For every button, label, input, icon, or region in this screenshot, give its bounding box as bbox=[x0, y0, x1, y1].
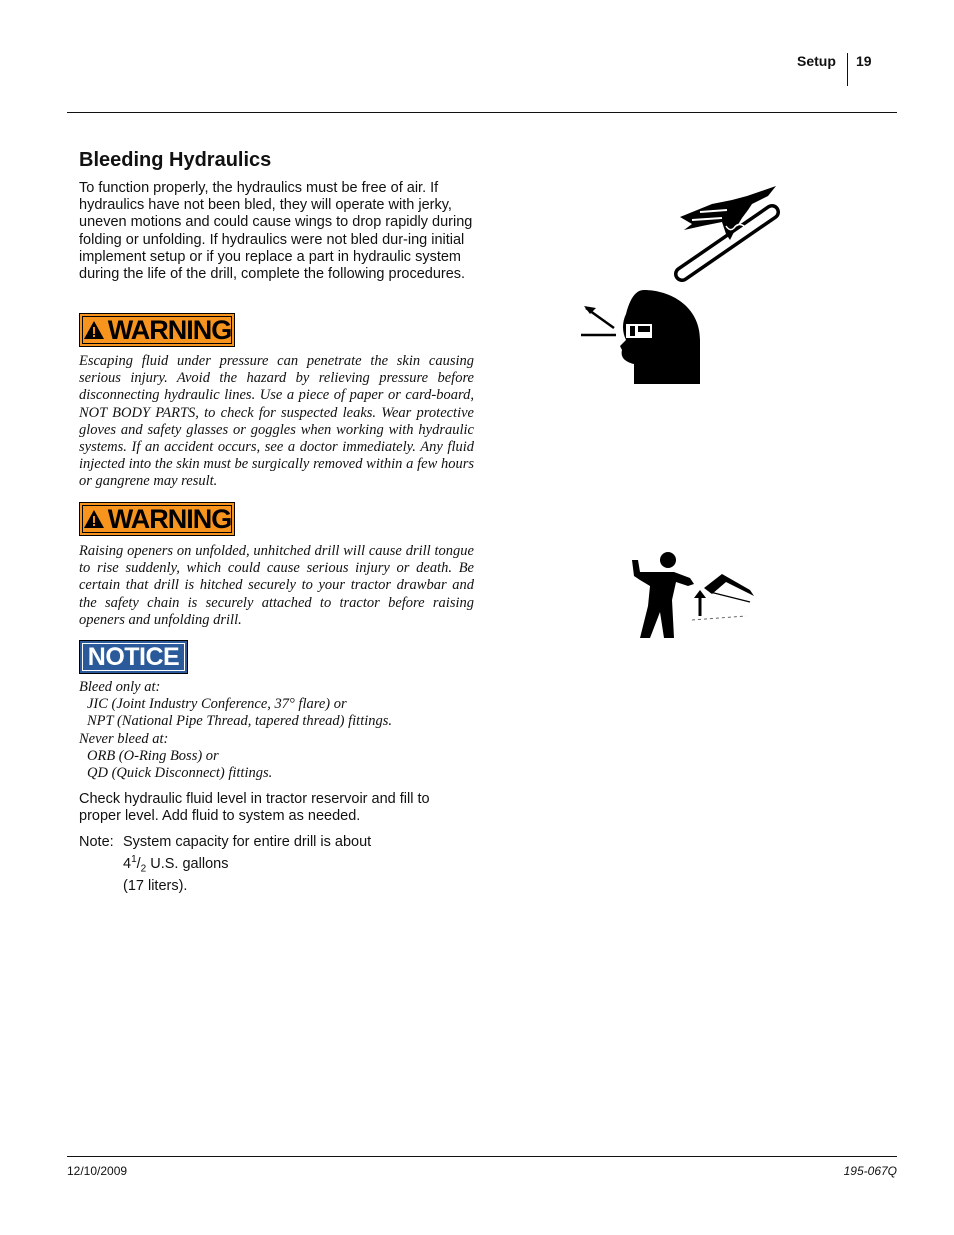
safety-goggles-head-icon bbox=[578, 288, 703, 388]
footer-date: 12/10/2009 bbox=[67, 1164, 128, 1178]
notice-label-text: NOTICE bbox=[87, 642, 180, 671]
notice-line: QD (Quick Disconnect) fittings. bbox=[87, 765, 273, 782]
intro-paragraph: To function properly, the hydraulics must be free of air. If hydraulics have not been bled, they will operate with jerky, uneven motions and could cause wings to drop rapidly during folding or unfolding. If hydraulics were not bled dur-ing initial implement setup or if you replace a part in hydraulic system during the life of the drill, complete the following procedures. bbox=[79, 180, 473, 283]
warning-triangle-icon bbox=[83, 320, 105, 340]
warning-triangle-icon bbox=[83, 509, 105, 529]
footer-document-number: 195-067Q bbox=[843, 1164, 897, 1178]
warning-label bbox=[79, 313, 235, 347]
warning-label bbox=[79, 502, 235, 536]
notice-line: Never bleed at: bbox=[79, 730, 169, 747]
warning-label-text: WARNING bbox=[107, 503, 232, 534]
check-paragraph: Check hydraulic fluid level in tractor reservoir and fill to proper level. Add fluid to system as needed. bbox=[79, 791, 430, 825]
note bbox=[79, 834, 371, 895]
notice-line: JIC (Joint Industry Conference, 37° flare) or bbox=[87, 696, 347, 713]
note-label: Note: bbox=[79, 834, 114, 850]
notice-line: NPT (National Pipe Thread, tapered thread) fittings. bbox=[87, 713, 393, 730]
page-number: 19 bbox=[856, 53, 872, 69]
notice-text bbox=[79, 679, 474, 782]
warning-label-text: WARNING bbox=[107, 314, 232, 345]
warning-text: Raising openers on unfolded, unhitched drill will cause drill tongue to rise suddenly, which could cause serious injury or death. Be certain that drill is hitched securely to your tractor drawbar and the safety chain is securely attached to tractor before raising openers and unfolding drill. bbox=[79, 543, 474, 628]
warning-text: Escaping fluid under pressure can penetrate the skin causing serious injury. Avoid the hazard by relieving pressure before disconnecting hydraulic lines. Use a piece of paper or card-board, NOT BODY PARTS, to check for suspected leaks. Wear protective gloves and safety glasses or goggles when working with hydraulic systems. If an accident occurs, see a doctor immediately. Any fluid injected into the skin must be surgically removed within a few hours or gangrene may result. bbox=[79, 353, 474, 490]
drill-tongue-rise-icon bbox=[626, 550, 756, 642]
header-section: Setup bbox=[797, 53, 836, 69]
fluid-leak-hand-icon bbox=[672, 182, 792, 282]
top-rule bbox=[67, 112, 897, 113]
note-line: $4^1/_2$ U.S. gallons bbox=[123, 854, 229, 875]
note-line: System capacity for entire drill is about bbox=[123, 834, 372, 850]
bottom-rule bbox=[67, 1156, 897, 1157]
header-separator bbox=[847, 53, 848, 86]
notice-label bbox=[79, 640, 188, 674]
notice-line: Bleed only at: bbox=[79, 679, 161, 695]
notice-line: ORB (O-Ring Boss) or bbox=[87, 747, 219, 764]
note-line: (17 liters). bbox=[123, 878, 188, 895]
page-title: Bleeding Hydraulics bbox=[79, 149, 272, 171]
